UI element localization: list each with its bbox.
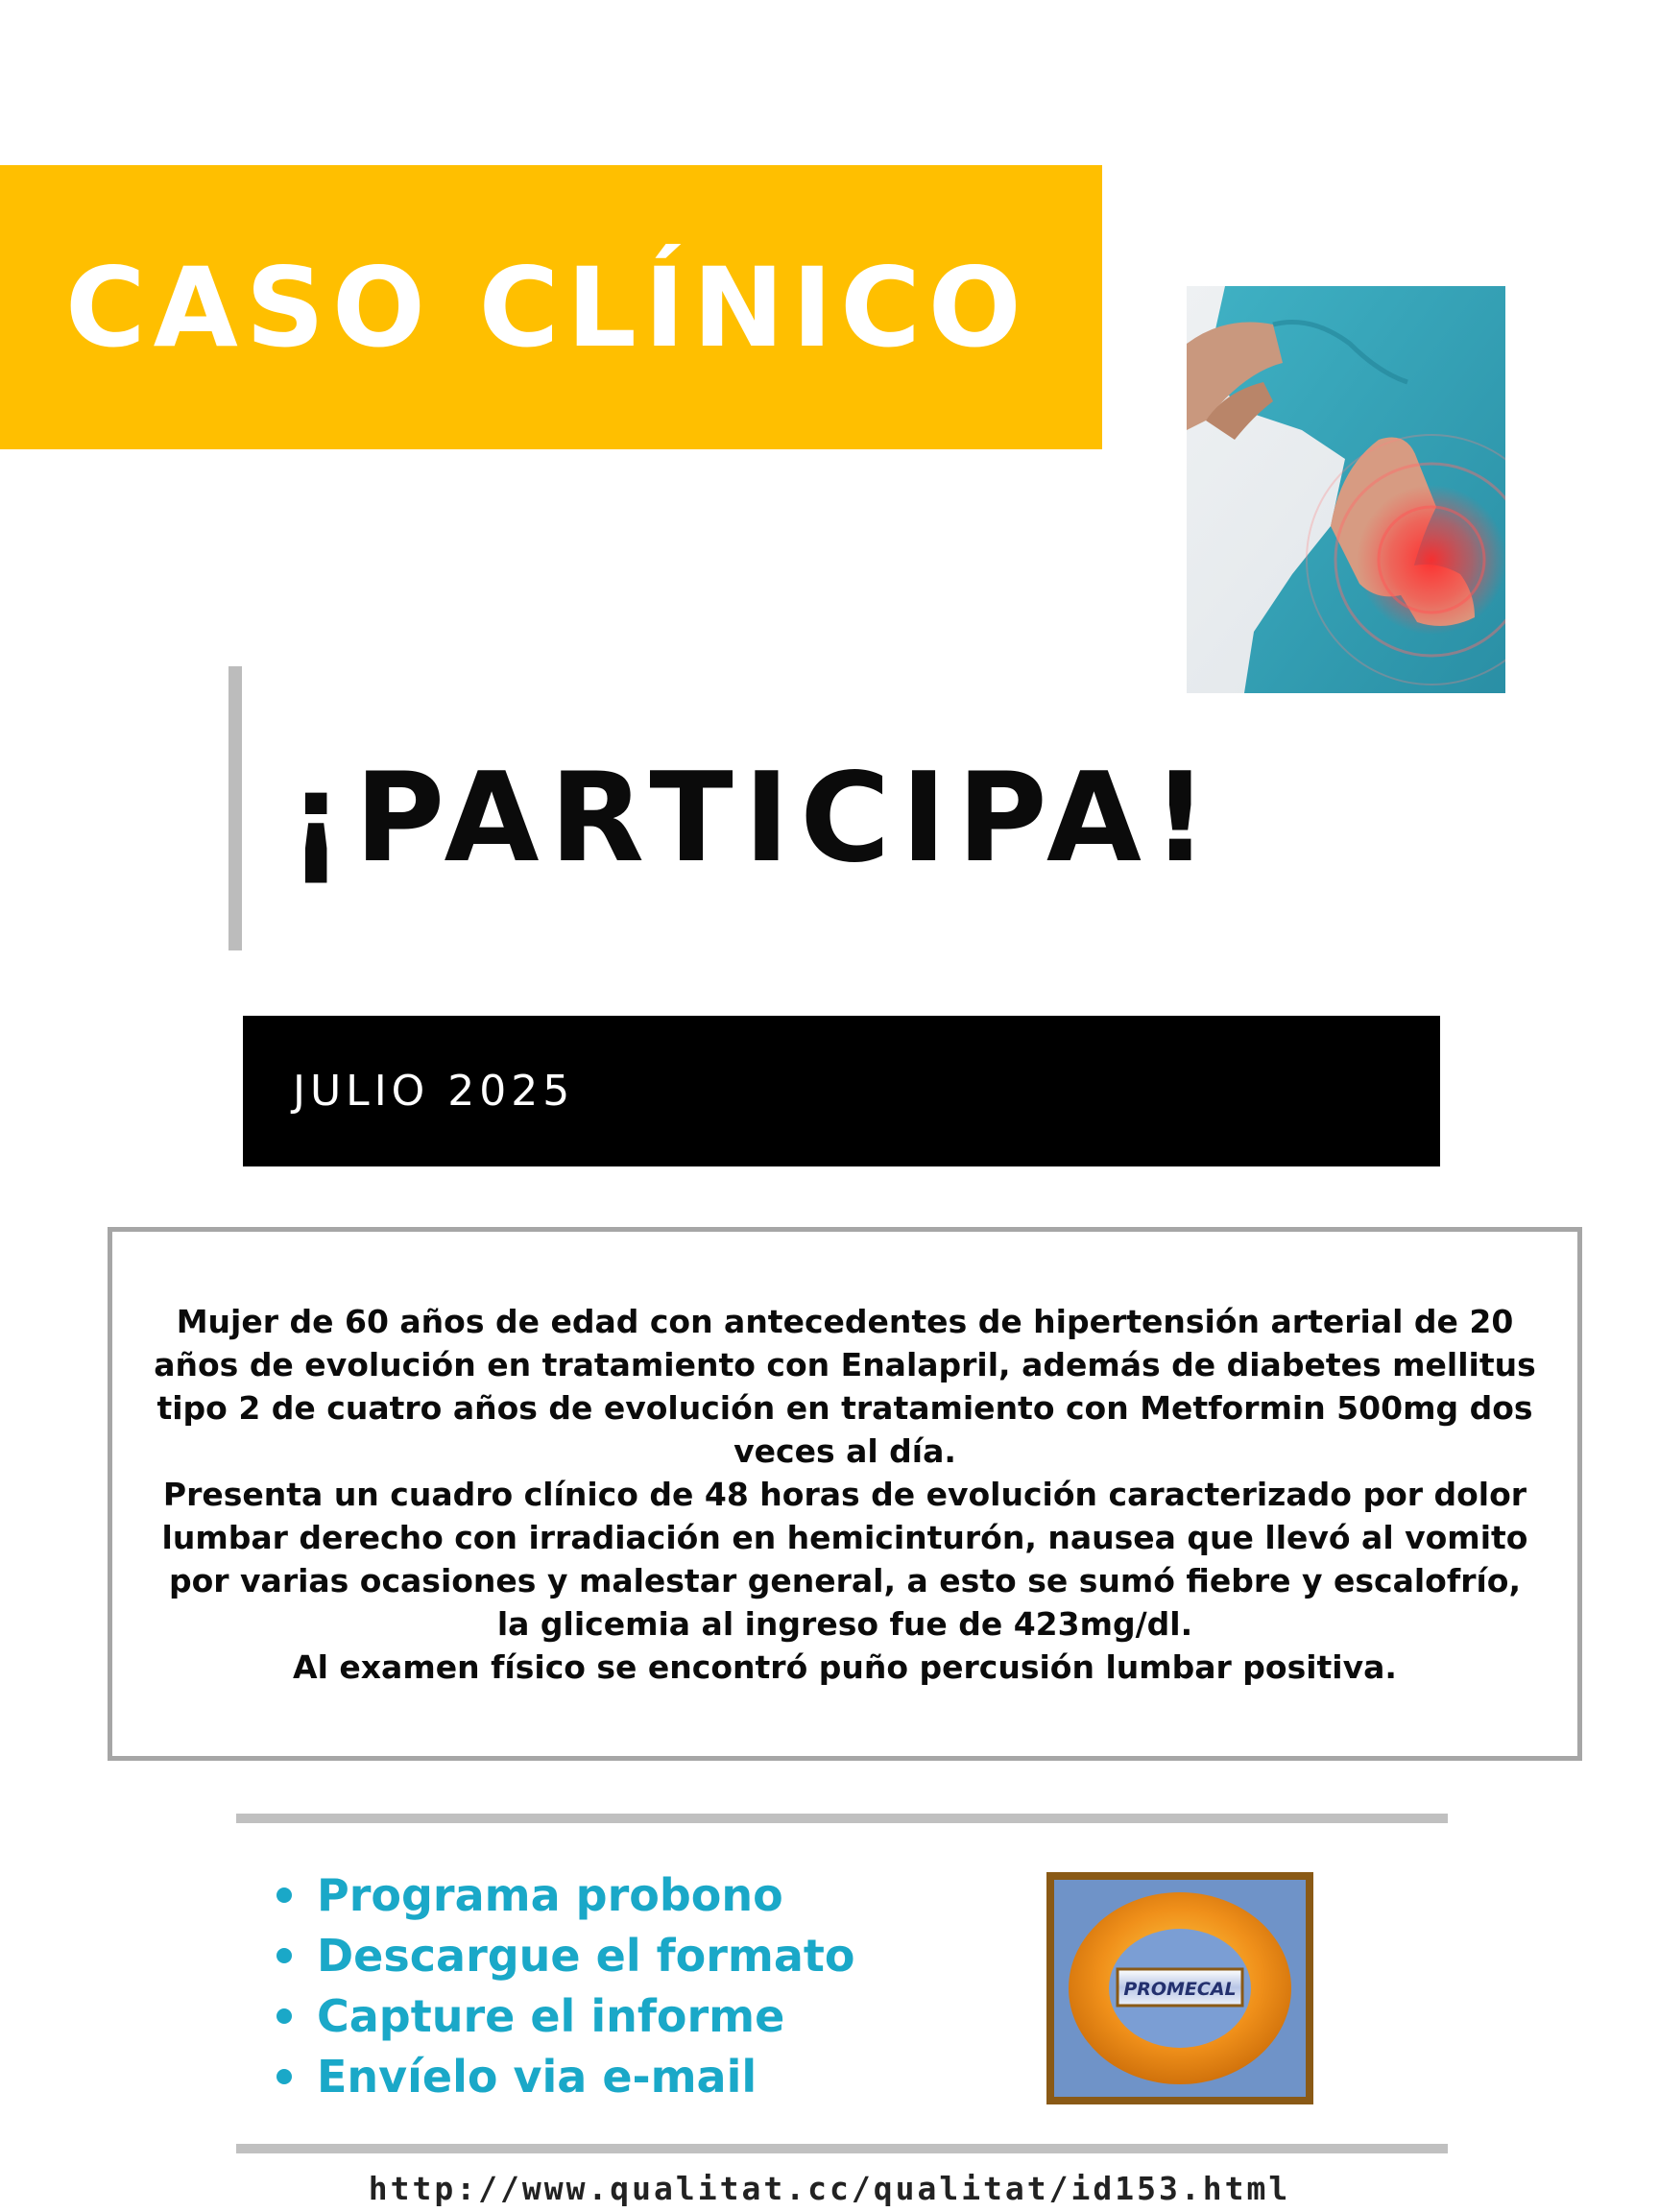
divider-bottom [236,2144,1448,2153]
date-banner [243,1016,1440,1166]
steps-list [276,1864,855,2106]
divider-top [236,1814,1448,1823]
case-description-box [108,1227,1582,1761]
case-paragraph-presentation: Presenta un cuadro clínico de 48 horas de evolución caracterizado por dolor lumbar derecho con irradiación en hemicinturón, nausea que llevó al vomito por varias ocasiones y malestar general, a esto se sumó fiebre y escalofrío, la glicemia al ingreso fue de 423mg/dl. [161,1475,1528,1643]
list-item [276,1985,855,2046]
step-label: Capture el informe [317,1989,785,2042]
bullet-icon [276,1948,292,1963]
accent-divider [228,666,242,950]
case-paragraph-history: Mujer de 60 años de edad con antecedentes de hipertensión arterial de 20 años de evolución en tratamiento con Enalapril, además de diabetes mellitus tipo 2 de cuatro años de evolución en tratamiento con Metformin 500mg dos veces al día. [154,1302,1536,1470]
page-title: CASO CLÍNICO [65,243,1029,372]
bullet-icon [276,1887,292,1903]
step-label: Programa probono [317,1868,783,1921]
title-banner [0,165,1102,449]
list-item [276,1925,855,1985]
list-item [276,2046,855,2106]
footer-url[interactable]: http://www.qualitat.cc/qualitat/id153.html [368,2170,1291,2207]
bullet-icon [276,2008,292,2024]
bullet-icon [276,2069,292,2084]
step-label: Descargue el formato [317,1929,855,1982]
list-item [276,1864,855,1925]
step-label: Envíelo via e-mail [317,2050,757,2103]
case-paragraph-exam: Al examen físico se encontró puño percusión lumbar positiva. [293,1647,1397,1686]
date-label: JULIO 2025 [293,1067,575,1116]
back-pain-photo [1187,286,1505,693]
promecal-logo [1046,1872,1313,2104]
logo-text: PROMECAL [1123,1979,1237,2000]
call-to-action: ¡PARTICIPA! [288,747,1219,890]
